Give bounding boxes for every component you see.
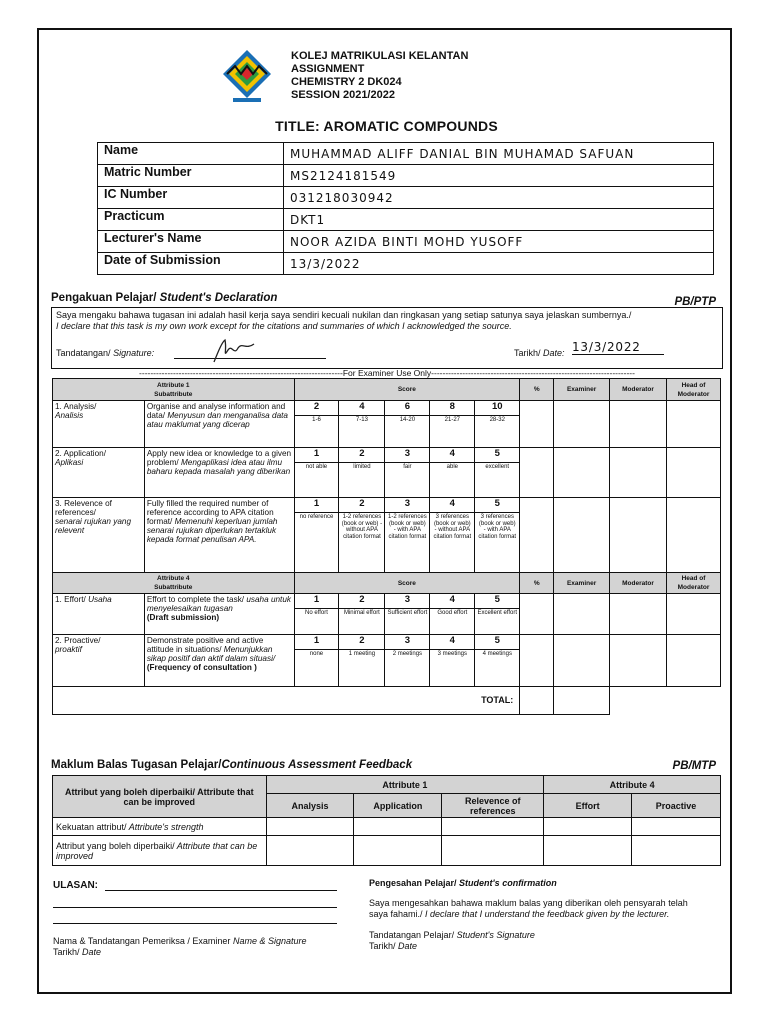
examiner-date-en: Date — [79, 947, 102, 957]
analysis-desc-ms: Menyusun dan menganalisa data atau maklumat yang dicerap — [146, 411, 288, 429]
feedback-strength-label — [53, 818, 267, 836]
student-date-ms: Tarikh/ — [369, 941, 396, 951]
relevence-desc — [144, 498, 294, 573]
feedback-table — [52, 775, 721, 866]
relevence-desc-ms: Memenuhi keperluan jumlah senarai rujukan diperlukan tertakluk kepada format penulisan APA. — [146, 517, 278, 544]
student-sig-en: Student's Signature — [454, 930, 535, 940]
application-label-3: fair — [385, 463, 430, 498]
feedback-corner: Attribut yang boleh diperbaiki/ Attribute that can be improved — [53, 776, 267, 818]
relevence-desc-en: Fully filled the required number of reference according to APA citation format/ — [146, 499, 274, 526]
application-moderator — [610, 448, 667, 498]
proactive-name-en: 2. Proactive/ — [55, 636, 101, 645]
date-label-en: Date: — [540, 348, 565, 358]
analysis-pct — [520, 401, 554, 448]
proactive-moderator — [610, 635, 667, 687]
college-name: KOLEJ MATRIKULASI KELANTAN — [291, 50, 469, 62]
proactive-label-5: 4 meetings — [475, 650, 520, 687]
analysis-name — [53, 401, 145, 448]
signature-scribble — [210, 336, 256, 366]
feedback-heading — [51, 759, 412, 771]
row-proactive — [53, 635, 721, 650]
student-sig-ms: Tandatangan Pelajar/ — [369, 930, 455, 940]
analysis-head — [667, 401, 721, 448]
application-examiner — [554, 448, 610, 498]
row-relevence — [53, 498, 721, 513]
effort-examiner — [554, 594, 610, 635]
feedback-col-relevence: Relevence of references — [442, 794, 544, 818]
feedback-row-strength — [53, 818, 721, 836]
practicum-value: DKT1 — [284, 209, 714, 231]
proactive-desc — [144, 635, 294, 687]
lecturer-value: NOOR AZIDA BINTI MOHD YUSOFF — [284, 231, 714, 253]
head-mod-1b: Moderator — [677, 390, 710, 398]
effort-score-4: 4 — [430, 594, 475, 609]
lecturer-label: Lecturer's Name — [98, 231, 284, 253]
relevence-score-4: 4 — [430, 498, 475, 513]
effort-pct — [520, 594, 554, 635]
ulasan-line-2 — [53, 907, 337, 908]
effort-score-2: 2 — [339, 594, 385, 609]
analysis-moderator — [610, 401, 667, 448]
confirm-head-en: Student's confirmation — [456, 878, 557, 888]
relevence-label-4: 3 references (book or web) - without APA citation format — [430, 513, 475, 573]
pbptp-tag: PB/PTP — [674, 296, 716, 308]
course-code: CHEMISTRY 2 DK024 — [291, 76, 402, 88]
moderator-header-1: Moderator — [610, 379, 667, 401]
application-head — [667, 448, 721, 498]
effort-moderator — [610, 594, 667, 635]
row-analysis — [53, 401, 721, 416]
effort-label-4: Good effort — [430, 609, 475, 635]
examiner-signature — [53, 936, 353, 958]
total-examiner — [554, 687, 610, 715]
confirm-text-ms: Saya mengesahkan bahawa maklum balas yang diberikan oleh pensyarah telah saya fahami./ — [369, 898, 688, 919]
effort-desc — [144, 594, 294, 635]
effort-label-5: Excellent effort — [475, 609, 520, 635]
effort-desc-en: Effort to complete the task/ — [146, 595, 245, 604]
relevence-examiner — [554, 498, 610, 573]
application-desc-en: Apply new idea or knowledge to a given problem/ — [146, 449, 292, 467]
analysis-score-3: 6 — [385, 401, 430, 416]
ulasan-label: ULASAN: — [53, 880, 98, 891]
improve-application — [354, 836, 442, 866]
confirm-head-ms: Pengesahan Pelajar/ — [369, 878, 457, 888]
declaration-heading — [51, 292, 277, 304]
effort-name-ms: Usaha — [85, 595, 112, 604]
relevence-score-2: 2 — [339, 498, 385, 513]
practicum-label: Practicum — [98, 209, 284, 231]
row-effort — [53, 594, 721, 609]
examiner-header-1: Examiner — [554, 379, 610, 401]
relevence-moderator — [610, 498, 667, 573]
strength-effort — [544, 818, 632, 836]
ic-value: 031218030942 — [284, 187, 714, 209]
student-date — [369, 941, 704, 952]
proactive-pct — [520, 635, 554, 687]
proactive-label-3: 2 meetings — [385, 650, 430, 687]
analysis-name-en: 1. Analysis/ — [55, 402, 97, 411]
analysis-desc-en: Organise and analyse information and data/ — [146, 402, 286, 420]
assignment-title: TITLE: AROMATIC COMPOUNDS — [275, 118, 498, 134]
relevence-label-1: no reference — [294, 513, 339, 573]
proactive-name — [53, 635, 145, 687]
proactive-desc-ms: Menunjukkan sikap positif dan aktif dalam situasi/ — [146, 645, 276, 663]
application-score-3: 3 — [385, 448, 430, 463]
improve-analysis — [266, 836, 354, 866]
pct-header-1: % — [520, 379, 554, 401]
ulasan-line-3 — [53, 923, 337, 924]
attr1-sub: Subattribute — [154, 390, 193, 398]
name-label: Name — [98, 143, 284, 165]
total-pct — [520, 687, 554, 715]
effort-label-2: Minimal effort — [339, 609, 385, 635]
application-score-1: 1 — [294, 448, 339, 463]
improve-en: Attribute that can be improved — [56, 840, 258, 861]
proactive-score-2: 2 — [339, 635, 385, 650]
proactive-desc-note: (Frequency of consultation ) — [146, 663, 257, 672]
relevence-label-5: 3 references (book or web) - with APA citation format — [475, 513, 520, 573]
application-label-4: able — [430, 463, 475, 498]
score-table — [52, 378, 721, 715]
proactive-score-5: 5 — [475, 635, 520, 650]
application-name-en: 2. Application/ — [55, 449, 106, 458]
proactive-score-4: 4 — [430, 635, 475, 650]
analysis-label-3: 14-20 — [385, 416, 430, 448]
row-total — [53, 687, 721, 715]
attr1-title: Attribute 1 — [157, 381, 190, 389]
relevence-name-ms: senarai rujukan yang relevent — [55, 517, 132, 535]
feedback-col-application: Application — [354, 794, 442, 818]
proactive-name-ms: proaktif — [55, 645, 82, 654]
strength-en: Attribute's strength — [126, 821, 204, 832]
application-desc — [144, 448, 294, 498]
declaration-heading-en: Student's Declaration — [156, 292, 278, 304]
header-block — [291, 50, 468, 102]
effort-name-en: 1. Effort/ — [55, 595, 86, 604]
effort-desc-ms: usaha untuk menyelesaikan tugasan — [146, 595, 291, 613]
matric-value: MS2124181549 — [284, 165, 714, 187]
feedback-row-improve — [53, 836, 721, 866]
declaration-date-value: 13/3/2022 — [572, 340, 664, 355]
student-info-table — [97, 142, 714, 275]
relevence-label-2: 1-2 references (book or web) - without APA citation format — [339, 513, 385, 573]
head-mod-2a: Head of — [681, 575, 706, 582]
feedback-col-analysis: Analysis — [266, 794, 354, 818]
feedback-col-proactive: Proactive — [632, 794, 721, 818]
application-score-4: 4 — [430, 448, 475, 463]
student-date-en: Date — [395, 941, 418, 951]
declaration-box — [51, 307, 723, 369]
analysis-name-ms: Analisis — [55, 411, 84, 420]
proactive-label-4: 3 meetings — [430, 650, 475, 687]
effort-name — [53, 594, 145, 635]
application-desc-ms: Mengaplikasi idea atau ilmu baharu kepada masalah yang diberikan — [146, 458, 291, 476]
analysis-score-4: 8 — [430, 401, 475, 416]
feedback-attr1: Attribute 1 — [266, 776, 544, 794]
attr4-header — [53, 573, 295, 594]
proactive-label-2: 1 meeting — [339, 650, 385, 687]
relevence-score-3: 3 — [385, 498, 430, 513]
effort-score-1: 1 — [294, 594, 339, 609]
attr1-header — [53, 379, 295, 401]
strength-ms: Kekuatan attribut/ — [56, 821, 127, 832]
examiner-use-only: ------------------------------------------------------------------------For Examiner Use Only------------------------------------------------------------------------ — [139, 368, 635, 378]
examiner-sig-ms: Nama & Tandatangan Pemeriksa / Examiner — [53, 936, 231, 946]
application-label-2: limited — [339, 463, 385, 498]
examiner-header-2: Examiner — [554, 573, 610, 594]
relevence-label-3: 1-2 references (book or web) - with APA citation format — [385, 513, 430, 573]
application-name — [53, 448, 145, 498]
strength-relevence — [442, 818, 544, 836]
head-mod-2b: Moderator — [677, 584, 710, 591]
declaration-heading-ms: Pengakuan Pelajar/ — [51, 292, 157, 304]
feedback-col-effort: Effort — [544, 794, 632, 818]
examiner-sig-en: Name & Signature — [230, 936, 307, 946]
student-signature — [369, 930, 704, 941]
analysis-label-5: 28-32 — [475, 416, 520, 448]
application-score-5: 5 — [475, 448, 520, 463]
student-confirmation — [369, 878, 704, 952]
declaration-text-ms: Saya mengaku bahawa tugasan ini adalah hasil kerja saya sendiri kecuali nukilan dan ringkasan yang setiap satunya saya jelaskan sumbernya./ — [56, 310, 632, 320]
improve-relevence — [442, 836, 544, 866]
name-value: MUHAMMAD ALIFF DANIAL BIN MUHAMAD SAFUAN — [284, 143, 714, 165]
assignment-form — [37, 28, 732, 994]
attr4-sub: Subattribute — [154, 584, 193, 591]
proactive-desc-en: Demonstrate positive and active attitude in situations/ — [146, 636, 264, 654]
proactive-head — [667, 635, 721, 687]
head-mod-header-2 — [667, 573, 721, 594]
submission-value: 13/3/2022 — [284, 253, 714, 275]
effort-label-1: No effort — [294, 609, 339, 635]
confirm-text-en: I declare that I understand the feedback given by the lecturer. — [422, 909, 670, 919]
college-logo — [221, 48, 273, 104]
session: SESSION 2021/2022 — [291, 89, 395, 101]
attr4-title: Attribute 4 — [157, 575, 190, 582]
head-mod-header-1 — [667, 379, 721, 401]
application-label-1: not able — [294, 463, 339, 498]
application-pct — [520, 448, 554, 498]
strength-analysis — [266, 818, 354, 836]
submission-label: Date of Submission — [98, 253, 284, 275]
application-score-2: 2 — [339, 448, 385, 463]
strength-application — [354, 818, 442, 836]
feedback-improve-label — [53, 836, 267, 866]
signature-label-en: Signature: — [110, 348, 155, 358]
analysis-score-1: 2 — [294, 401, 339, 416]
feedback-heading-ms: Maklum Balas Tugasan Pelajar/ — [51, 759, 222, 771]
total-label: TOTAL: — [53, 687, 520, 715]
relevence-score-5: 5 — [475, 498, 520, 513]
application-name-ms: Aplikasi — [55, 458, 84, 467]
proactive-examiner — [554, 635, 610, 687]
improve-effort — [544, 836, 632, 866]
analysis-label-4: 21-27 — [430, 416, 475, 448]
date-label — [514, 348, 565, 358]
application-label-5: excellent — [475, 463, 520, 498]
matric-label: Matric Number — [98, 165, 284, 187]
total-blank-1 — [610, 687, 667, 715]
relevence-name — [53, 498, 145, 573]
row-application — [53, 448, 721, 463]
effort-score-5: 5 — [475, 594, 520, 609]
proactive-score-3: 3 — [385, 635, 430, 650]
doc-type: ASSIGNMENT — [291, 63, 365, 75]
head-mod-1a: Head of — [681, 381, 706, 389]
moderator-header-2: Moderator — [610, 573, 667, 594]
score-header-1: Score — [294, 379, 520, 401]
ic-label: IC Number — [98, 187, 284, 209]
signature-label — [56, 348, 154, 358]
analysis-examiner — [554, 401, 610, 448]
effort-desc-note: (Draft submission) — [146, 613, 220, 622]
ulasan-line-1 — [105, 890, 337, 891]
relevence-pct — [520, 498, 554, 573]
analysis-label-1: 1-6 — [294, 416, 339, 448]
relevence-name-en: 3. Relevence of references/ — [55, 499, 112, 517]
pct-header-2: % — [520, 573, 554, 594]
strength-proactive — [632, 818, 721, 836]
analysis-label-2: 7-13 — [339, 416, 385, 448]
date-label-ms: Tarikh/ — [514, 348, 541, 358]
signature-label-ms: Tandatangan/ — [56, 348, 111, 358]
improve-proactive — [632, 836, 721, 866]
feedback-attr4: Attribute 4 — [544, 776, 721, 794]
analysis-score-5: 10 — [475, 401, 520, 416]
improve-ms: Attribut yang boleh diperbaiki/ — [56, 840, 175, 851]
analysis-score-2: 4 — [339, 401, 385, 416]
examiner-date-ms: Tarikh/ — [53, 947, 80, 957]
effort-label-3: Sufficient effort — [385, 609, 430, 635]
confirm-heading — [369, 878, 704, 889]
feedback-heading-en: Continuous Assessment Feedback — [221, 759, 413, 771]
proactive-label-1: none — [294, 650, 339, 687]
score-header-2: Score — [294, 573, 520, 594]
total-blank-2 — [667, 687, 721, 715]
effort-head — [667, 594, 721, 635]
analysis-desc — [144, 401, 294, 448]
confirm-text — [369, 898, 704, 920]
pbmtp-tag: PB/MTP — [672, 760, 716, 772]
effort-score-3: 3 — [385, 594, 430, 609]
relevence-head — [667, 498, 721, 573]
relevence-score-1: 1 — [294, 498, 339, 513]
proactive-score-1: 1 — [294, 635, 339, 650]
declaration-text-en: I declare that this task is my own work except for the citations and summaries of which I acknowledged the source. — [56, 321, 512, 331]
